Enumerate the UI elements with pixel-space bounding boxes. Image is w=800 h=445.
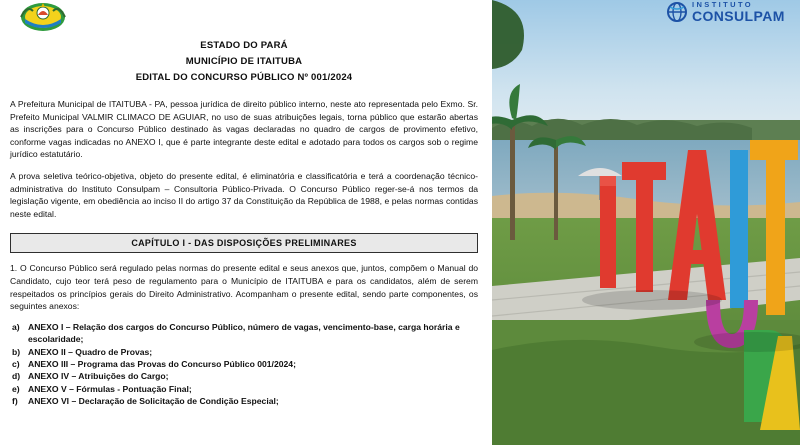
chapter-heading: CAPÍTULO I - DAS DISPOSIÇÕES PRELIMINARES [10,233,478,253]
title-line-estado: ESTADO DO PARÁ [200,40,288,51]
consulpam-globe-icon [666,1,688,23]
annex-list [10,321,478,408]
annex-text: ANEXO V – Fórmulas - Pontuação Final; [28,383,192,394]
list-item [10,383,478,395]
annex-marker: e) [12,383,20,394]
annex-marker: d) [12,371,21,382]
annex-text: ANEXO II – Quadro de Provas; [28,346,153,357]
annex-text: ANEXO IV – Atribuições do Cargo; [28,371,169,382]
photo-illustration [492,0,800,445]
title-line-edital: EDITAL DO CONCURSO PÚBLICO Nº 001/2024 [135,72,353,83]
clause-1 [10,262,478,312]
annex-marker: f) [12,396,18,407]
annex-text: ANEXO III – Programa das Provas do Concurso Público 001/2024; [28,358,296,369]
document-body [0,38,492,408]
clause-text: O Concurso Público será regulado pelas normas do presente edital e seus anexos que, juntos, compõem o Manual do Candidato, cujo teor terá peso de regulamento para o Município de ITAITUBA e para os candidatos, além de serem respeitados os princípios gerais do Direito Administrativo. Acompanham o presente edital, sendo parte componentes, os seguintes anexos: [10,263,479,312]
list-item [10,395,478,407]
paragraph-prova-seletiva: A prova seletiva teórico-objetiva, objeto do presente edital, é eliminatória e classificatória e terá a coordenação técnico-administrativa do Instituto Consulpam – Consultoria Público-Privada. O Concurso Público reger-se-á nos termos da legislação vigente, em obediência ao inciso II do artigo 37 da Constituição da República de 1988, e pelas normas contidas neste edital. [10,170,478,219]
itaituba-sign-photo [492,0,800,445]
annex-text: ANEXO I – Relação dos cargos do Concurso Público, número de vagas, vencimento-base, carga horária e escolaridade; [28,321,460,345]
list-item [10,321,478,346]
paragraph-preambulo: A Prefeitura Municipal de ITAITUBA - PA, pessoa jurídica de direito público interno, neste ato representada pelo Exmo. Sr. Prefeito Municipal VALMIR CLIMACO DE AGUIAR, no uso de suas atribuições legais, torna público que estarão abertas as inscrições para o Concurso Público destinado às vagas declaradas no quadro de cargos de provimento efetivo, conforme vagas indicadas no ANEXO I, que é parte integrante deste edital e adotado para todos os cargos sob o regime jurídico estatutário. [10,99,478,160]
document-header [0,0,492,34]
itaituba-coat-of-arms-icon [18,1,68,33]
document-title [10,38,478,86]
consulpam-instituto-label: INSTITUTO [692,0,754,9]
annex-text: ANEXO VI – Declaração de Solicitação de Condição Especial; [28,396,279,407]
clause-number: 1. [10,263,18,274]
list-item [10,358,478,370]
list-item [10,346,478,358]
consulpam-wordmark: CONSULPAM [692,8,785,24]
consulpam-logo [666,0,786,26]
annex-marker: c) [12,358,20,369]
list-item [10,370,478,382]
title-line-municipio: MUNICÍPIO DE ITAITUBA [185,56,303,67]
annex-marker: a) [12,321,20,332]
annex-marker: b) [12,346,21,357]
